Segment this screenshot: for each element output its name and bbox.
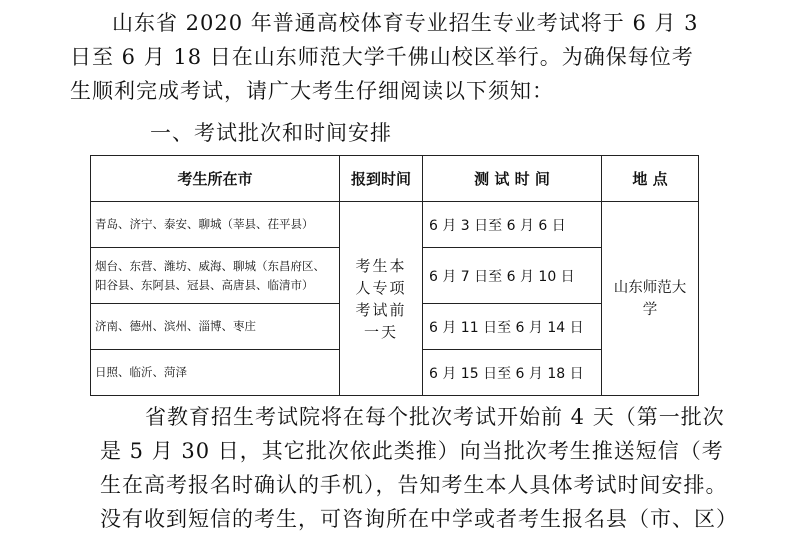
notice-line: 生在高考报名时确认的手机），告知考生本人具体考试时间安排。 [100,473,728,497]
city-cell: 烟台、东营、潍坊、威海、聊城（东昌府区、阳谷县、东阿县、冠县、高唐县、临清市） [91,248,340,304]
table-header-row [91,156,699,202]
notice-line: 省教育招生考试院将在每个批次考试开始前 4 天（第一批次 [145,405,725,429]
intro-line: 日至 6 月 18 日在山东师范大学千佛山校区举行。为确保每位考 [70,45,694,69]
report-time-cell: 考生本人专项考试前一天 [340,202,423,396]
header-city: 考生所在市 [91,156,340,202]
notice-paragraph [0,400,790,536]
city-cell: 青岛、济宁、泰安、聊城（莘县、茌平县） [91,202,340,248]
intro-line: 山东省 2020 年普通高校体育专业招生专业考试将于 6 月 3 [112,11,699,35]
test-time-cell: 6 月 11 日至 6 月 14 日 [423,304,602,350]
test-time-cell: 6 月 15 日至 6 月 18 日 [423,350,602,396]
intro-line: 生顺利完成考试，请广大考生仔细阅读以下须知： [70,79,554,103]
city-cell: 日照、临沂、菏泽 [91,350,340,396]
header-location: 地 点 [602,156,699,202]
section-heading: 一、考试批次和时间安排 [150,121,392,145]
notice-line: 没有收到短信的考生，可咨询所在中学或者考生报名县（市、区） [100,507,738,531]
header-test-time: 测 试 时 间 [423,156,602,202]
table-row [91,202,699,248]
location-cell: 山东师范大学 [602,202,699,396]
test-time-cell: 6 月 3 日至 6 月 6 日 [423,202,602,248]
intro-paragraph [0,6,790,108]
header-report-time: 报到时间 [340,156,423,202]
city-cell: 济南、德州、滨州、淄博、枣庄 [91,304,340,350]
schedule-table [90,155,699,396]
test-time-cell: 6 月 7 日至 6 月 10 日 [423,248,602,304]
notice-line: 是 5 月 30 日，其它批次依此类推）向当批次考生推送短信（考 [100,439,724,463]
